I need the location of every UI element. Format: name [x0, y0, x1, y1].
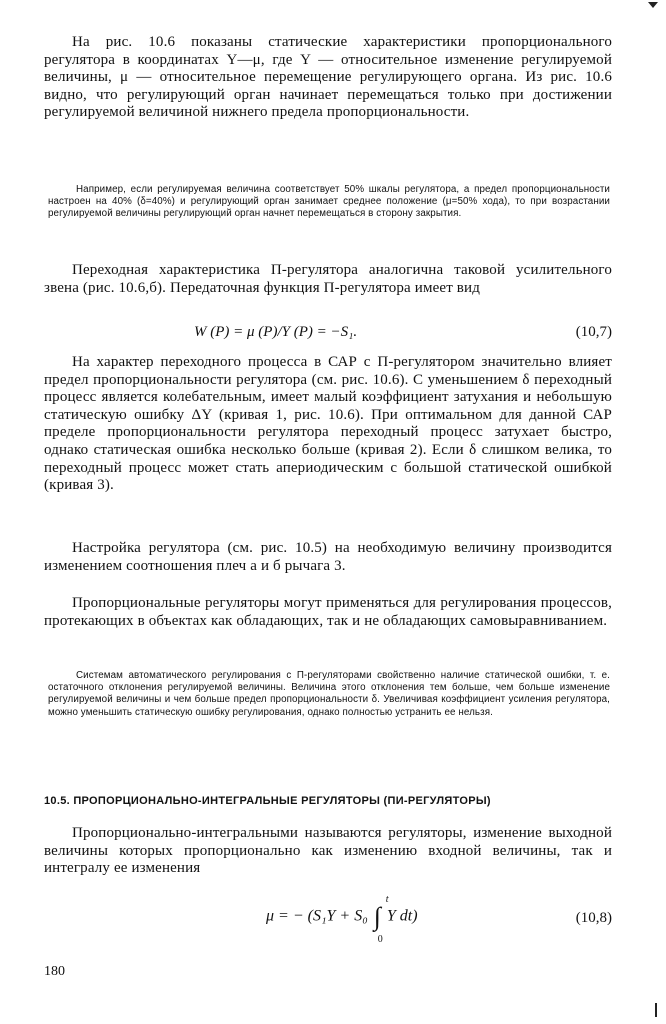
- formula-10-8-number: (10,8): [575, 910, 612, 926]
- scan-edge-mark: [655, 1003, 657, 1017]
- note-example: Например, если регулируемая величина соответствует 50% шкалы регулятора, а предел пропорциональности настроен на 40% (δ=40%) и регулирующий орган занимает среднее положение (μ=50% хода), то при возрастании регулируемой величины регулирующий орган начнет перемещаться в сторону закрытия.: [48, 184, 610, 220]
- formula-10-8: [44, 888, 612, 958]
- paragraph-tuning: Настройка регулятора (см. рис. 10.5) на необходимую величину производится изменением соотношения плеч а и б рычага 3.: [44, 540, 612, 574]
- formula-10-8-part1: (S₁Y + S₀: [307, 907, 368, 925]
- paragraph-static-characteristics: На рис. 10.6 показаны статические характеристики пропорционального регулятора в координатах Y—μ, где Y — относительное изменение регулируемой величины, μ — относительное перемещение регулирующего органа. Из рис. 10.6 видно, что регулирующий орган начинает перемещаться только при достижении регулируемой величиной нижнего предела пропорциональности.: [44, 34, 612, 121]
- formula-10-7: [44, 322, 612, 342]
- integral-sign-icon: ∫ t 0: [373, 894, 389, 945]
- section-heading: 10.5. ПРОПОРЦИОНАЛЬНО-ИНТЕГРАЛЬНЫЕ РЕГУЛЯТОРЫ (ПИ-РЕГУЛЯТОРЫ): [44, 795, 491, 807]
- paragraph-pi-definition: Пропорционально-интегральными называются регуляторы, изменение выходной величины которых пропорционально как изменению входной величины, так и интегралу ее изменения: [44, 825, 612, 877]
- paragraph-applications: Пропорциональные регуляторы могут применяться для регулирования процессов, протекающих в объектах как обладающих, так и не обладающих самовыравниванием.: [44, 595, 612, 629]
- integral-upper-limit: t: [385, 894, 389, 905]
- formula-10-7-expression: W (P) = μ (P)/Y (P) = −S₁.: [194, 324, 358, 340]
- paragraph-transient-process: На характер переходного процесса в САР с П-регулятором значительно влияет предел пропорциональности регулятора (см. рис. 10.6). С уменьшением δ переходный процесс является колебательным, имеет малый коэффициент затухания и небольшую статическую ошибку ΔY (кривая 1, рис. 10.6). При оптимальном для данной САР пределе пропорциональности регулятора переходный процесс затухает быстро, однако статическая ошибка несколько больше (кривая 2). Если δ слишком велика, то переходный процесс может стать апериодическим с большой статической ошибкой (кривая 3).: [44, 354, 612, 494]
- formula-10-7-number: (10,7): [575, 324, 612, 340]
- integral-lower-limit: 0: [377, 934, 383, 945]
- page-number: 180: [44, 964, 65, 979]
- formula-10-8-integrand: Y dt): [386, 907, 418, 925]
- formula-10-8-expression: [266, 894, 418, 945]
- note-static-error: Системам автоматического регулирования с П-регуляторами свойственно наличие статической ошибки, т. е. остаточного отклонения регулируемой величины. Величина этого отклонения тем больше, чем больше изменение регулируемой величины и чем больше предел пропорциональности δ. Увеличивая коэффициент усиления регулятора, можно уменьшить статическую ошибку регулирования, однако полностью устранить ее нельзя.: [48, 670, 610, 718]
- paragraph-transfer-function: Переходная характеристика П-регулятора аналогична таковой усилительного звена (рис. 10.6,б). Передаточная функция П-регулятора имеет вид: [44, 262, 612, 296]
- scan-corner-mark: [648, 2, 658, 8]
- formula-10-8-left: μ = −: [266, 907, 304, 925]
